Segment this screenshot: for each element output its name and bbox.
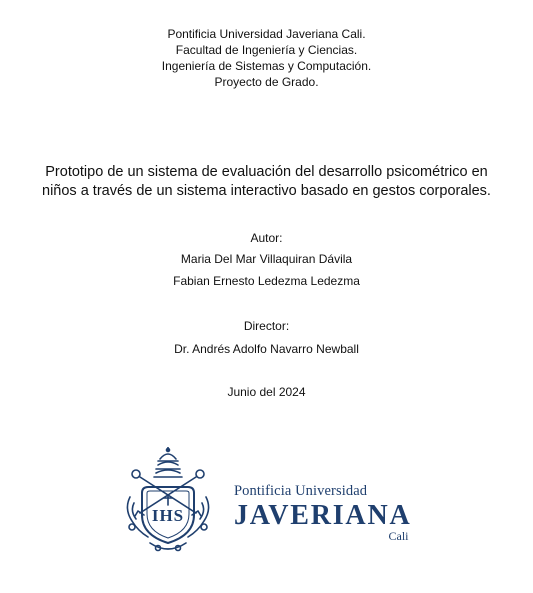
- director-name: Dr. Andrés Adolfo Navarro Newball: [174, 342, 359, 356]
- thesis-title-line-2: niños a través de un sistema interactivo basado en gestos corporales.: [42, 183, 491, 199]
- author-label: Autor:: [250, 231, 283, 245]
- university-wordmark: [234, 483, 412, 543]
- institution-header: [0, 26, 533, 90]
- thesis-title: [0, 163, 533, 201]
- author-name-1: Maria Del Mar Villaquiran Dávila: [180, 252, 353, 266]
- submission-date: Junio del 2024: [227, 385, 306, 399]
- wordmark-line-javeriana: JAVERIANA: [234, 500, 412, 531]
- director-label: Director:: [243, 319, 290, 333]
- wordmark-line-cali: Cali: [388, 529, 409, 543]
- institution-line-project: Proyecto de Grado.: [214, 75, 319, 89]
- institution-line-university: Pontificia Universidad Javeriana Cali.: [167, 27, 366, 41]
- crest-monogram: IHS: [151, 506, 185, 525]
- author-name-2: Fabian Ernesto Ledezma Ledezma: [173, 274, 360, 288]
- wordmark-line-pontificia: Pontificia Universidad: [234, 483, 368, 499]
- institution-line-program: Ingeniería de Sistemas y Computación.: [161, 59, 372, 73]
- thesis-title-line-1: Prototipo de un sistema de evaluación del desarrollo psicométrico en: [45, 164, 488, 180]
- institution-line-faculty: Facultad de Ingeniería y Ciencias.: [175, 43, 358, 57]
- javeriana-crest-icon: [118, 447, 218, 557]
